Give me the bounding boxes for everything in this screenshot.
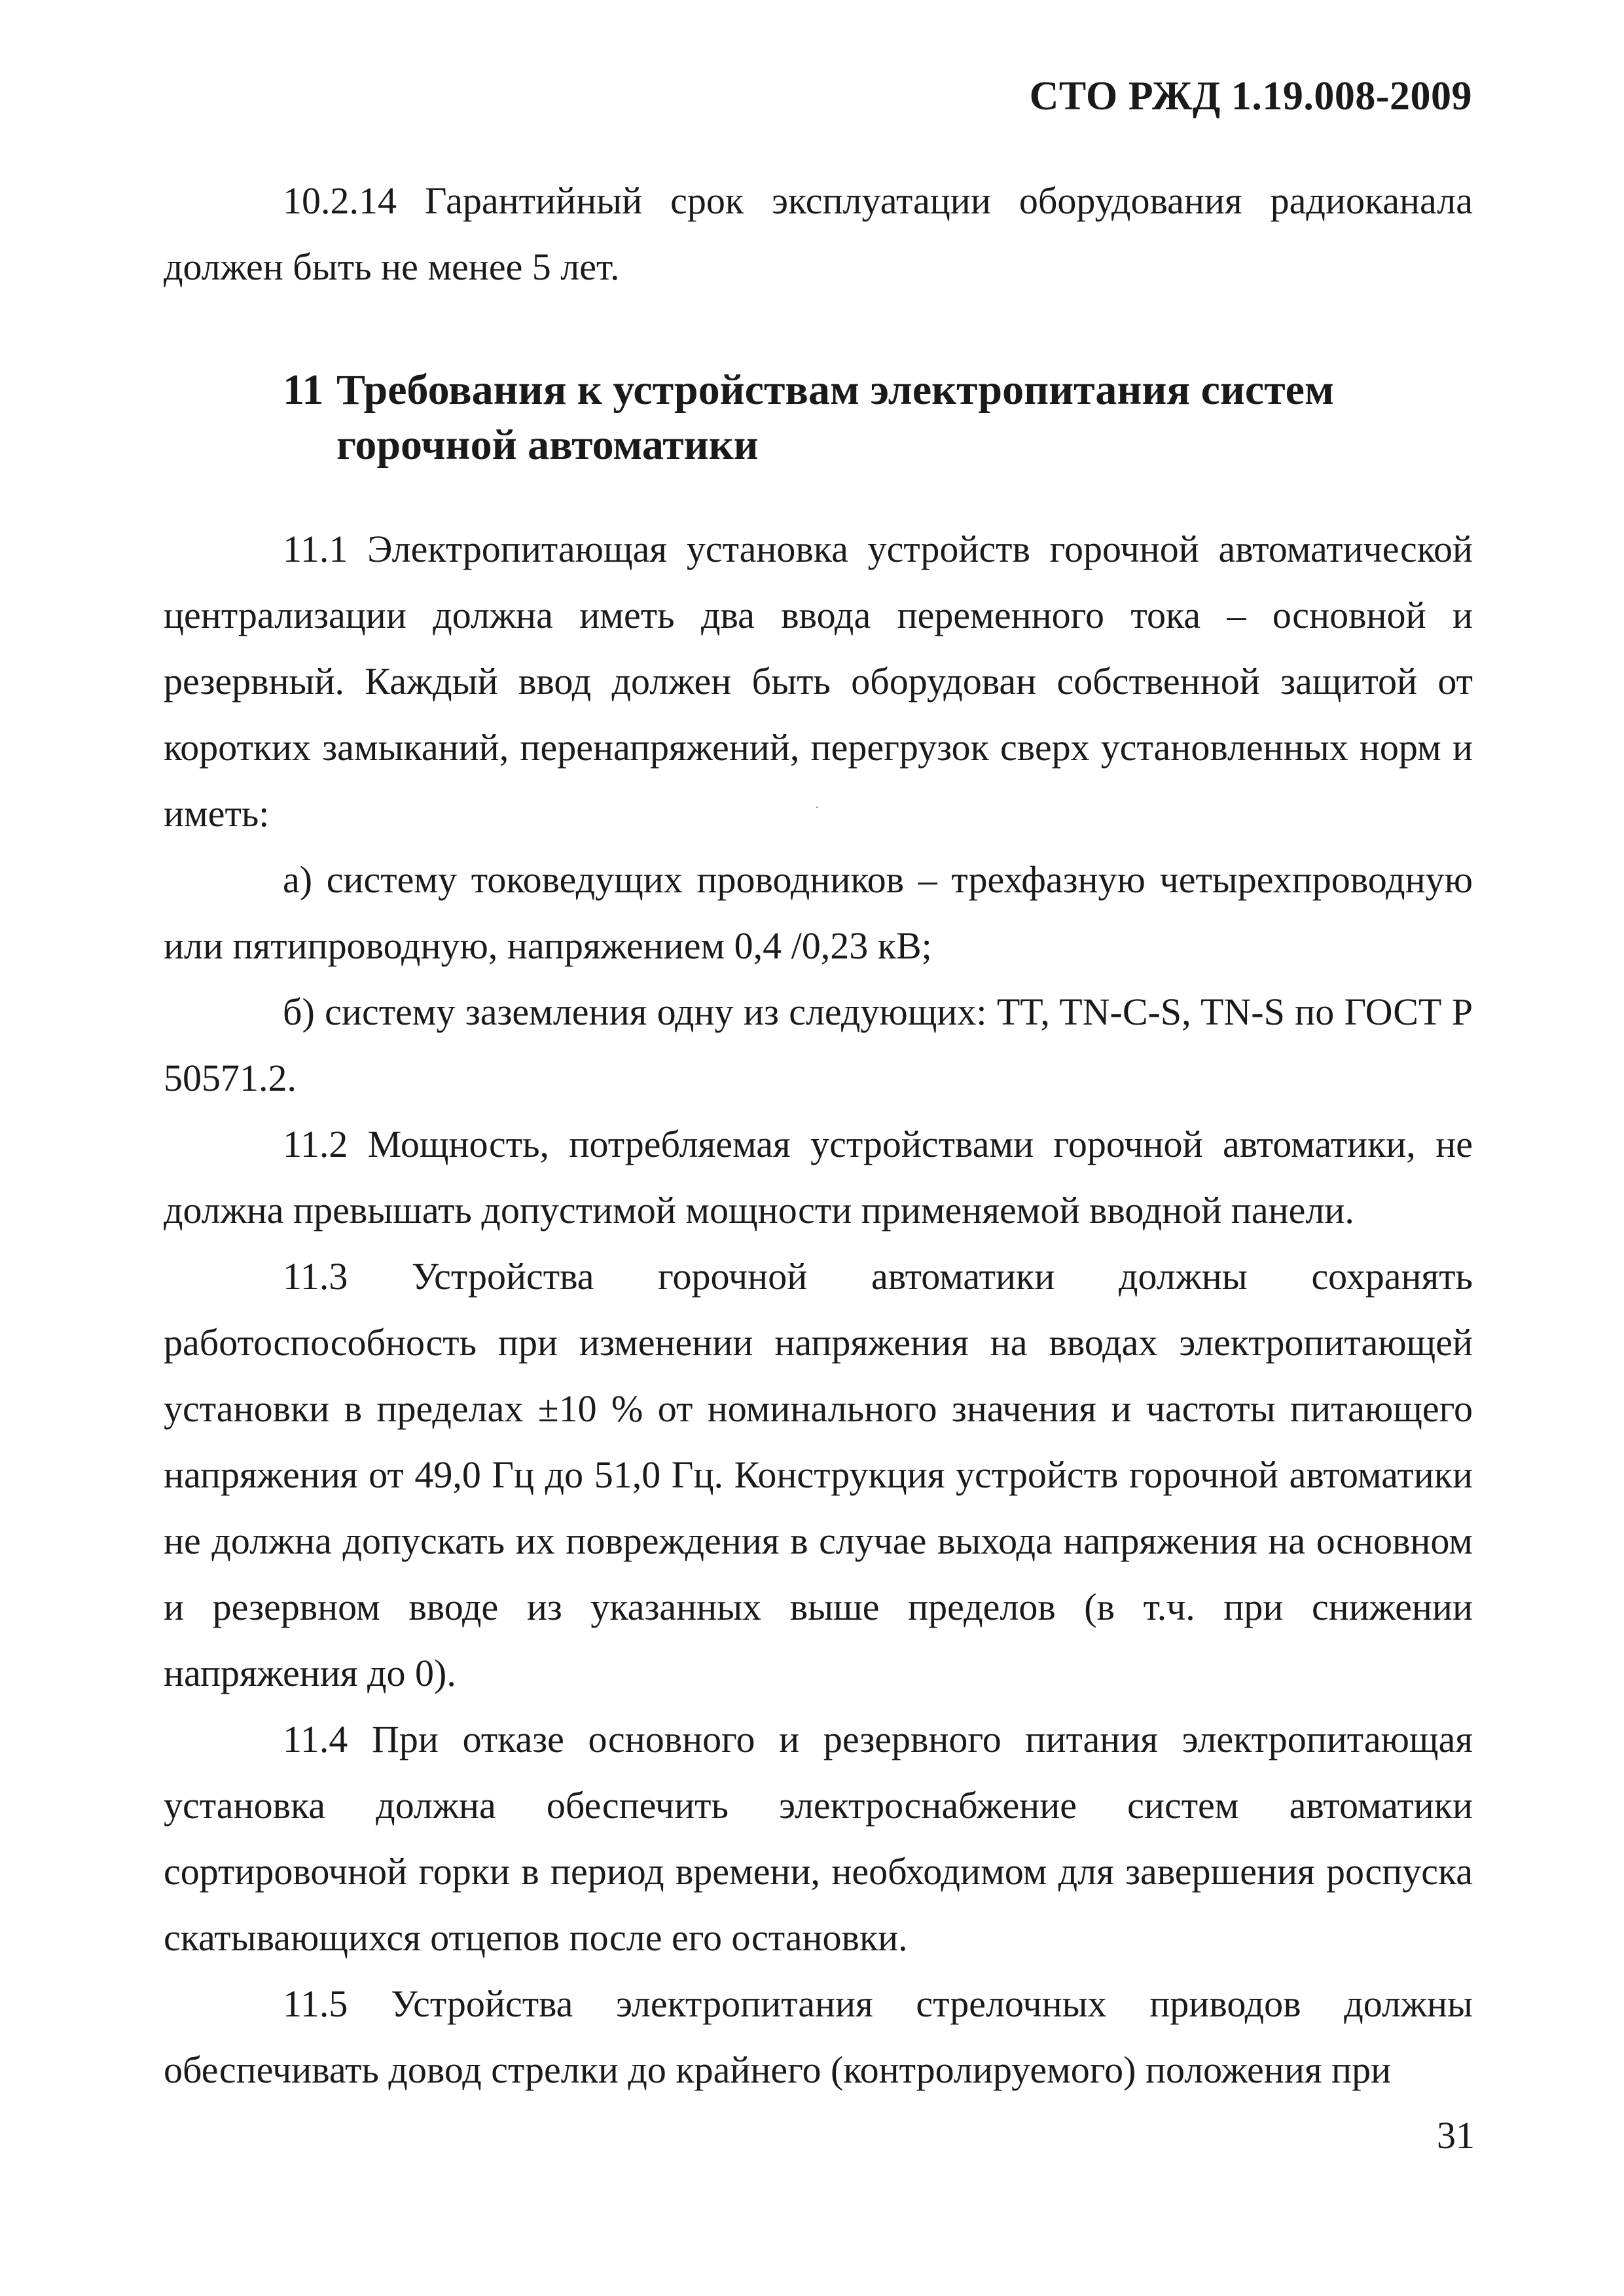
- list-item-b: б) систему заземления одну из следующих: TT, TN-C-S, TN-S по ГОСТ Р 50571.2.: [164, 991, 1473, 1099]
- scan-speck: [816, 807, 818, 808]
- paragraph-11-1: 11.1 Электропитающая установка устройств горочной автоматической централизации должна иметь два ввода переменного тока – основной и резервный. Каждый ввод должен быть оборудован собственной защитой от коротких замыканий, перенапряжений, перегрузок сверх установленных норм и иметь:: [164, 528, 1473, 835]
- paragraph-11-3: 11.3 Устройства горочной автоматики должны сохранять работоспособность при изменении напряжения на вводах электропитающей установки в пределах ±10 % от номинального значения и частоты питающего напряжения от 49,0 Гц до 51,0 Гц. Конструкция устройств горочной автоматики не должна допускать их повреждения в случае выхода напряжения на основном и резервном вводе из указанных выше пределов (в т.ч. при снижении напряжения до 0).: [164, 1255, 1473, 1694]
- section-title-line2: горочной автоматики: [336, 421, 759, 469]
- page-content: [164, 168, 1473, 2103]
- section-number: 11: [283, 366, 324, 414]
- paragraph-10-2-14: 10.2.14 Гарантийный срок эксплуатации оборудования радиоканала должен быть не менее 5 лет.: [164, 179, 1473, 288]
- list-item-a: а) систему токоведущих проводников – трехфазную четырехпроводную или пятипроводную, напряжением 0,4 /0,23 кВ;: [164, 858, 1473, 967]
- page-number: 31: [1437, 2114, 1475, 2157]
- document-code: СТО РЖД 1.19.008-2009: [1029, 74, 1472, 118]
- paragraph-11-5: 11.5 Устройства электропитания стрелочных приводов должны обеспечивать довод стрелки до крайнего (контролируемого) положения при: [164, 1982, 1473, 2091]
- paragraph-11-4: 11.4 При отказе основного и резервного питания электропитающая установка должна обеспечить электроснабжение систем автоматики сортировочной горки в период времени, необходимом для завершения роспуска скатывающихся отцепов после его остановки.: [164, 1718, 1473, 1959]
- section-heading-11: [164, 363, 1473, 473]
- section-title-line1: Требования к устройствам электропитания систем: [336, 366, 1334, 414]
- paragraph-11-2: 11.2 Мощность, потребляемая устройствами горочной автоматики, не должна превышать допустимой мощности применяемой вводной панели.: [164, 1123, 1473, 1231]
